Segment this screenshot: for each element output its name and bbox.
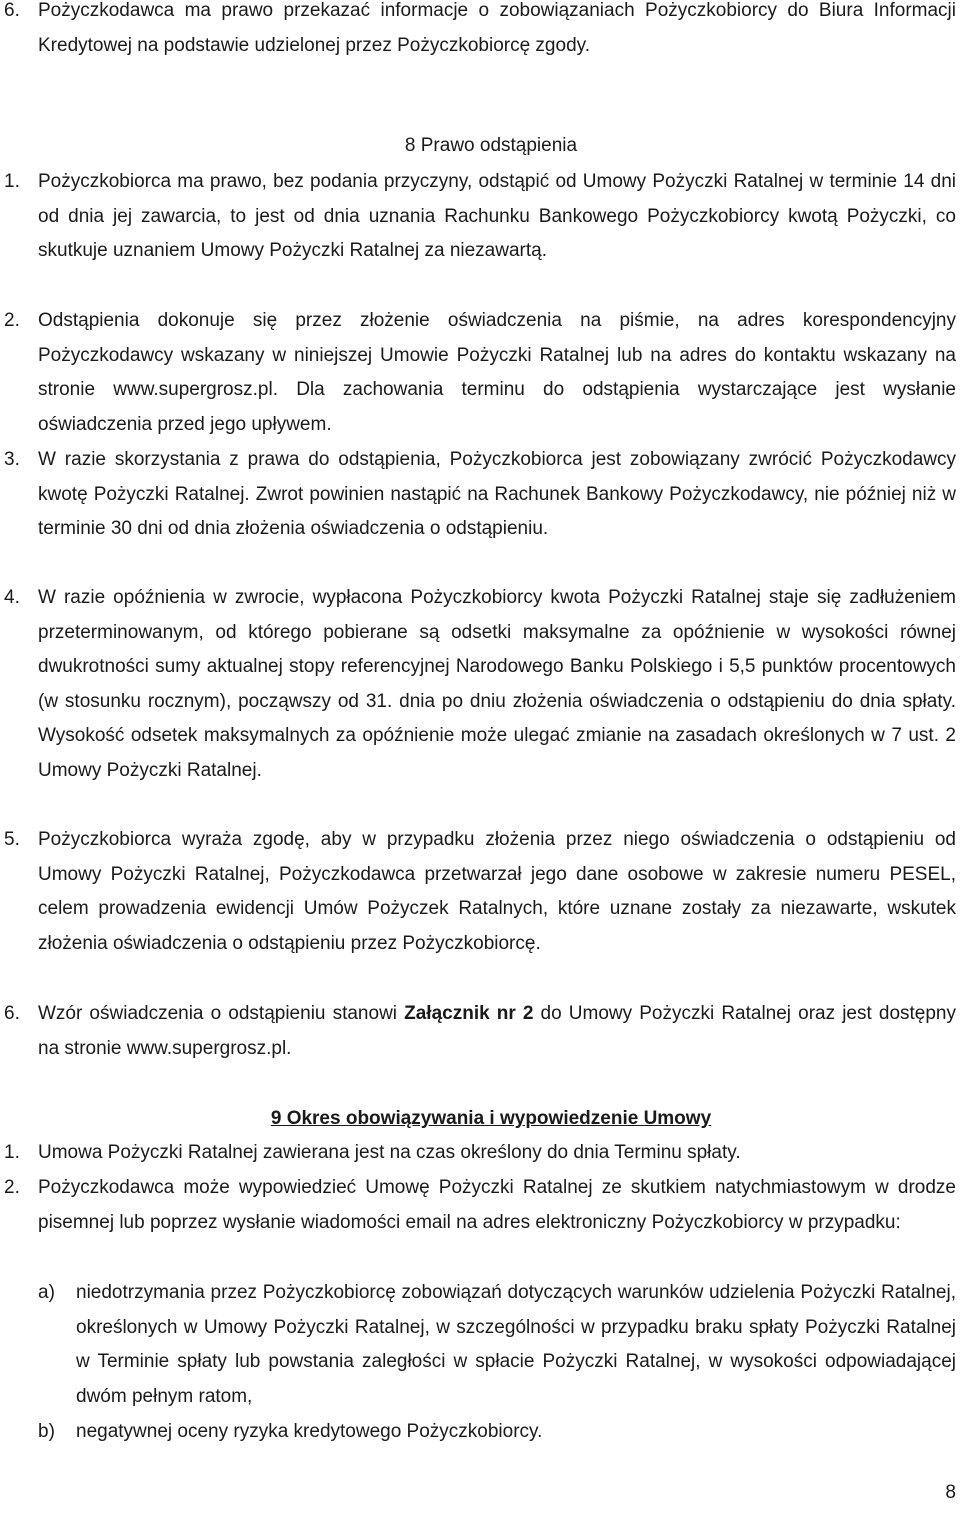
item-text: Pożyczkodawca może wypowiedzieć Umowę Pożyczki Ratalnej ze skutkiem natychmiastowym w drodze pisemnej lub poprzez wysłanie wiadomości email na adres elektroniczny Pożyczkobiorcy w przypadku:: [38, 1177, 956, 1233]
item-text: [38, 997, 956, 1066]
page-number: 8: [945, 1482, 956, 1503]
item-number: 5.: [4, 829, 20, 850]
list-subitem: [0, 1415, 956, 1450]
list-item: [0, 823, 956, 961]
list-item: [0, 0, 956, 63]
item-number: 2.: [4, 1177, 20, 1198]
item-text: W razie skorzystania z prawa do odstąpienia, Pożyczkobiorca jest zobowiązany zwrócić Pożyczkodawcy kwotę Pożyczki Ratalnej. Zwrot powinien nastąpić na Rachunek Bankowy Pożyczkodawcy, nie później niż w terminie 30 dni od dnia złożenia oświadczenia o odstąpieniu.: [38, 449, 956, 540]
list-subitem: [0, 1276, 956, 1414]
subitem-letter: b): [38, 1421, 55, 1442]
list-item: [0, 304, 956, 442]
subitem-letter: a): [38, 1282, 55, 1303]
item-number: 2.: [4, 310, 20, 331]
item-number: 6.: [4, 1003, 20, 1024]
list-item: [0, 1171, 956, 1240]
list-item: [0, 997, 956, 1066]
section-heading-9: [0, 1102, 960, 1136]
item-number: 1.: [4, 1142, 20, 1163]
item-text: Umowa Pożyczki Ratalnej zawierana jest na czas określony do dnia Terminu spłaty.: [38, 1142, 741, 1163]
item-text: W razie opóźnienia w zwrocie, wypłacona Pożyczkobiorcy kwota Pożyczki Ratalnej staje się zadłużeniem przeterminowanym, od którego pobierane są odsetki maksymalne za opóźnienie w wysokości równej dwukrotności sumy aktualnej stopy referencyjnej Narodowego Banku Polskiego i 5,5 punktów procentowych (w stosunku rocznym), począwszy od 31. dnia po dniu złożenia oświadczenia o odstąpieniu do dnia spłaty. Wysokość odsetek maksymalnych za opóźnienie może ulegać zmianie na zasadach określonych w 7 ust. 2 Umowy Pożyczki Ratalnej.: [38, 587, 956, 781]
subitem-text: negatywnej oceny ryzyka kredytowego Pożyczkobiorcy.: [76, 1421, 543, 1442]
item-text: Pożyczkobiorca wyraża zgodę, aby w przypadku złożenia przez niego oświadczenia o odstąpieniu od Umowy Pożyczki Ratalnej, Pożyczkodawca przetwarzał jego dane osobowe w zakresie numeru PESEL, celem prowadzenia ewidencji Umów Pożyczek Ratalnych, które uznane zostały za niezawarte, wskutek złożenia oświadczenia o odstąpieniu przez Pożyczkobiorcę.: [38, 829, 956, 954]
section-heading-label: 9 Okres obowiązywania i wypowiedzenie Umowy: [270, 1108, 712, 1129]
item-number: 3.: [4, 449, 20, 470]
list-item: [0, 443, 956, 547]
section-heading-label: 8 Prawo odstąpienia: [404, 135, 578, 156]
item-number: 1.: [4, 171, 20, 192]
attachment-reference: Załącznik nr 2: [404, 1003, 534, 1024]
subitem-text: niedotrzymania przez Pożyczkobiorcę zobowiązań dotyczących warunków udzielenia Pożyczki Ratalnej, określonych w Umowy Pożyczki Ratalnej, w szczególności w przypadku braku spłaty Pożyczki Ratalnej w Terminie spłaty lub powstania zaległości w spłacie Pożyczki Ratalnej, w wysokości odpowiadającej dwóm pełnym ratom,: [76, 1282, 956, 1407]
list-item: [0, 165, 956, 269]
list-item: [0, 1136, 956, 1171]
item-number: 6.: [4, 0, 20, 21]
item-text-end: do Umowy Pożyczki Ratalnej oraz jest dostępny na stronie www.supergrosz.pl.: [38, 1003, 956, 1059]
item-number: 4.: [4, 587, 20, 608]
item-text: Pożyczkodawca ma prawo przekazać informacje o zobowiązaniach Pożyczkobiorcy do Biura Informacji Kredytowej na podstawie udzielonej przez Pożyczkobiorcę zgody.: [38, 0, 956, 56]
item-text: Pożyczkobiorca ma prawo, bez podania przyczyny, odstąpić od Umowy Pożyczki Ratalnej w terminie 14 dni od dnia jej zawarcia, to jest od dnia uznania Rachunku Bankowego Pożyczkobiorcy kwotą Pożyczki, co skutkuje uznaniem Umowy Pożyczki Ratalnej za niezawartą.: [38, 171, 956, 262]
item-text: Odstąpienia dokonuje się przez złożenie oświadczenia na piśmie, na adres korespondencyjny Pożyczkodawcy wskazany w niniejszej Umowie Pożyczki Ratalnej lub na adres do kontaktu wskazany na stronie www.supergrosz.pl. Dla zachowania terminu do odstąpienia wystarczające jest wysłanie oświadczenia przed jego upływem.: [38, 310, 956, 435]
list-item: [0, 581, 956, 789]
section-heading-8: [0, 129, 960, 163]
item-text-start: Wzór oświadczenia o odstąpieniu stanowi: [38, 1003, 405, 1024]
